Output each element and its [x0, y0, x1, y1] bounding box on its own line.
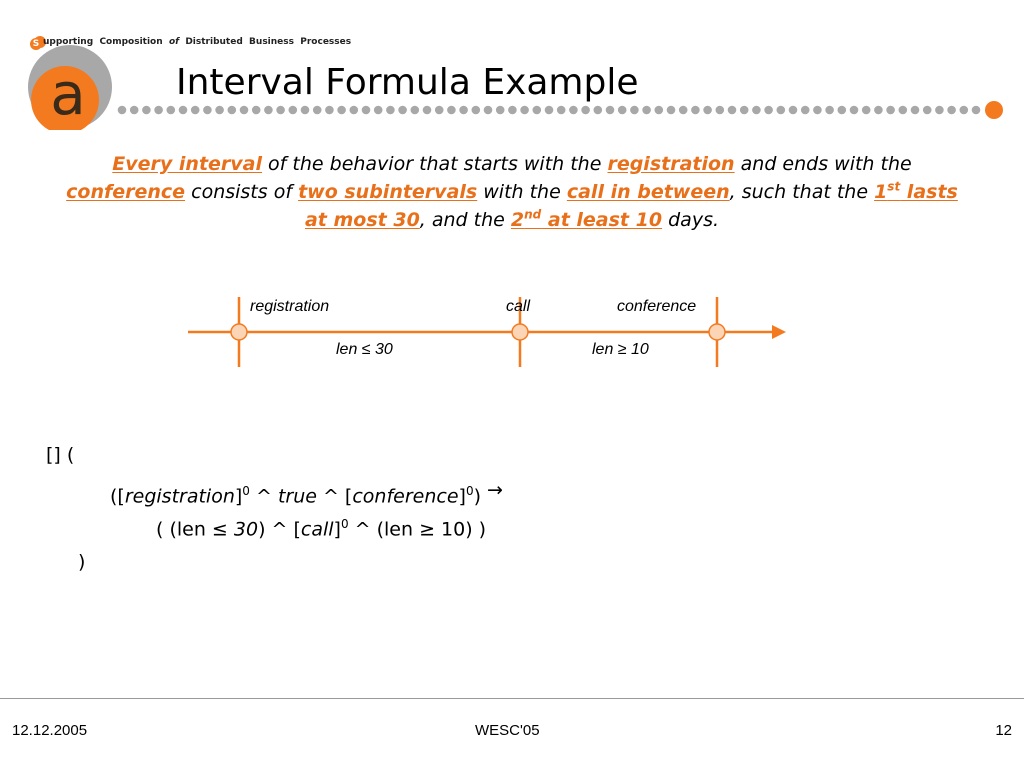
rule-dot — [825, 106, 834, 115]
title-rule-end-dot — [985, 101, 1003, 119]
intro-text: and ends with the — [734, 153, 912, 175]
formula-value-30: 30 — [233, 518, 259, 541]
intro-text: days. — [662, 209, 720, 231]
interval-label-first: len ≤ 30 — [336, 341, 393, 358]
formula-text: ) ^ [ — [258, 518, 301, 541]
slide-title: Interval Formula Example — [176, 62, 639, 103]
rule-dot — [350, 106, 359, 115]
intro-text: , and the — [419, 209, 511, 231]
rule-dot — [459, 106, 468, 115]
rule-dot — [203, 106, 212, 115]
rule-dot — [472, 106, 481, 115]
ordinal-number: 1 — [874, 181, 888, 203]
ordinal-number: 2 — [510, 209, 525, 231]
rule-dot — [752, 106, 761, 115]
rule-dot — [899, 106, 908, 115]
formula-line-1: [] ( — [46, 444, 75, 466]
rule-dot — [886, 106, 895, 115]
timeline-arrowhead — [772, 325, 786, 339]
intro-text: consists of — [185, 181, 299, 203]
rule-dot — [313, 106, 322, 115]
rule-dot — [374, 106, 383, 115]
rule-dot — [154, 106, 163, 115]
rule-dot — [801, 106, 810, 115]
intro-paragraph — [60, 150, 964, 234]
rule-dot — [655, 106, 664, 115]
project-word: of — [168, 37, 180, 47]
footer-divider — [0, 698, 1024, 699]
highlight-every-interval: Every interval — [112, 153, 263, 175]
formula-text: ( (len ≤ — [156, 518, 234, 541]
rule-dot — [594, 106, 603, 115]
rule-dot — [813, 106, 822, 115]
rule-dot — [557, 106, 566, 115]
formula-text: ] — [333, 518, 341, 541]
rule-dot — [447, 106, 456, 115]
logo-letter: a — [50, 60, 86, 128]
rule-dot — [569, 106, 578, 115]
implies-arrow-icon: → — [487, 479, 503, 502]
rule-dot — [642, 106, 651, 115]
rule-dot — [581, 106, 590, 115]
intro-text: , such that the — [729, 181, 875, 203]
event-label-conference: conference — [617, 298, 697, 315]
project-word: Business — [249, 37, 294, 47]
rule-dot — [740, 106, 749, 115]
rule-dot — [777, 106, 786, 115]
call-marker — [512, 324, 528, 340]
rule-dot — [850, 106, 859, 115]
rule-dot — [228, 106, 237, 115]
highlight-registration: registration — [607, 153, 735, 175]
rule-dot — [679, 106, 688, 115]
formula-text: ^ [ — [316, 485, 353, 508]
rule-dot — [874, 106, 883, 115]
rule-dot — [923, 106, 932, 115]
rule-dot — [972, 106, 981, 115]
rule-dot — [289, 106, 298, 115]
rule-dot — [118, 106, 127, 115]
rule-dot — [435, 106, 444, 115]
rule-dot — [606, 106, 615, 115]
timeline-diagram — [0, 280, 1024, 390]
formula-text: ([ — [110, 485, 125, 508]
highlight-second-interval — [511, 209, 662, 231]
rule-dot — [520, 106, 529, 115]
formula-term-conference: conference — [352, 485, 459, 508]
formula-term-registration: registration — [124, 485, 235, 508]
rule-dot — [911, 106, 920, 115]
rule-dot — [130, 106, 139, 115]
ordinal-suffix: st — [887, 179, 901, 194]
rule-dot — [191, 106, 200, 115]
rule-dot — [179, 106, 188, 115]
formula-term-true: true — [277, 485, 317, 508]
formula-text: ] — [458, 485, 466, 508]
project-badge: S — [30, 38, 42, 50]
rule-dot — [240, 106, 249, 115]
highlight-two-subintervals: two subintervals — [298, 181, 478, 203]
formula-line-4: ) — [78, 551, 86, 573]
highlight-conference: conference — [66, 181, 186, 203]
rule-dot — [423, 106, 432, 115]
rule-dot — [691, 106, 700, 115]
formula-line-3 — [156, 517, 486, 540]
rule-dot — [545, 106, 554, 115]
rule-dot — [276, 106, 285, 115]
formula-exponent: 0 — [465, 484, 474, 498]
rule-dot — [167, 106, 176, 115]
footer-date: 12.12.2005 — [12, 722, 88, 739]
rule-dot — [252, 106, 261, 115]
rule-dot — [960, 106, 969, 115]
rule-dot — [484, 106, 493, 115]
rule-dot — [496, 106, 505, 115]
highlight-text: at least 10 — [541, 209, 663, 231]
formula-text: ^ (len ≥ 10) ) — [348, 518, 487, 541]
formula-text: ^ — [249, 485, 278, 508]
rule-dot — [398, 106, 407, 115]
rule-dot — [411, 106, 420, 115]
formula-text: ) — [473, 485, 488, 508]
rule-dot — [264, 106, 273, 115]
rule-dot — [947, 106, 956, 115]
footer-venue: WESC'05 — [475, 722, 540, 739]
rule-dot — [386, 106, 395, 115]
rule-dot — [618, 106, 627, 115]
rule-dot — [533, 106, 542, 115]
event-label-registration: registration — [250, 298, 330, 315]
highlight-text: lasts at most 30 — [304, 181, 958, 231]
rule-dot — [508, 106, 517, 115]
rule-dot — [301, 106, 310, 115]
rule-dot — [325, 106, 334, 115]
project-word: Composition — [99, 37, 163, 47]
formula-line-2 — [110, 479, 503, 508]
title-dotted-rule — [118, 106, 981, 115]
rule-dot — [215, 106, 224, 115]
rule-dot — [862, 106, 871, 115]
rule-dot — [728, 106, 737, 115]
rule-dot — [935, 106, 944, 115]
rule-dot — [789, 106, 798, 115]
project-word: Distributed — [185, 37, 243, 47]
rule-dot — [630, 106, 639, 115]
footer-page-number: 12 — [995, 722, 1012, 739]
rule-dot — [337, 106, 346, 115]
project-word: upporting — [43, 37, 94, 47]
formula-term-call: call — [300, 518, 334, 541]
intro-text: of the behavior that starts with the — [262, 153, 608, 175]
rule-dot — [667, 106, 676, 115]
rule-dot — [838, 106, 847, 115]
conference-marker — [709, 324, 725, 340]
project-word: Processes — [300, 37, 352, 47]
formula-exponent: 0 — [340, 517, 349, 531]
event-label-call: call — [506, 298, 531, 315]
highlight-call-in-between: call in between — [566, 181, 730, 203]
ordinal-suffix: nd — [524, 207, 542, 222]
registration-marker — [231, 324, 247, 340]
rule-dot — [703, 106, 712, 115]
formula-exponent: 0 — [242, 484, 250, 498]
project-name — [30, 37, 351, 50]
rule-dot — [716, 106, 725, 115]
intro-text: with the — [477, 181, 567, 203]
rule-dot — [764, 106, 773, 115]
rule-dot — [142, 106, 151, 115]
rule-dot — [362, 106, 371, 115]
formula-text: ] — [234, 485, 243, 508]
interval-label-second: len ≥ 10 — [592, 341, 649, 358]
